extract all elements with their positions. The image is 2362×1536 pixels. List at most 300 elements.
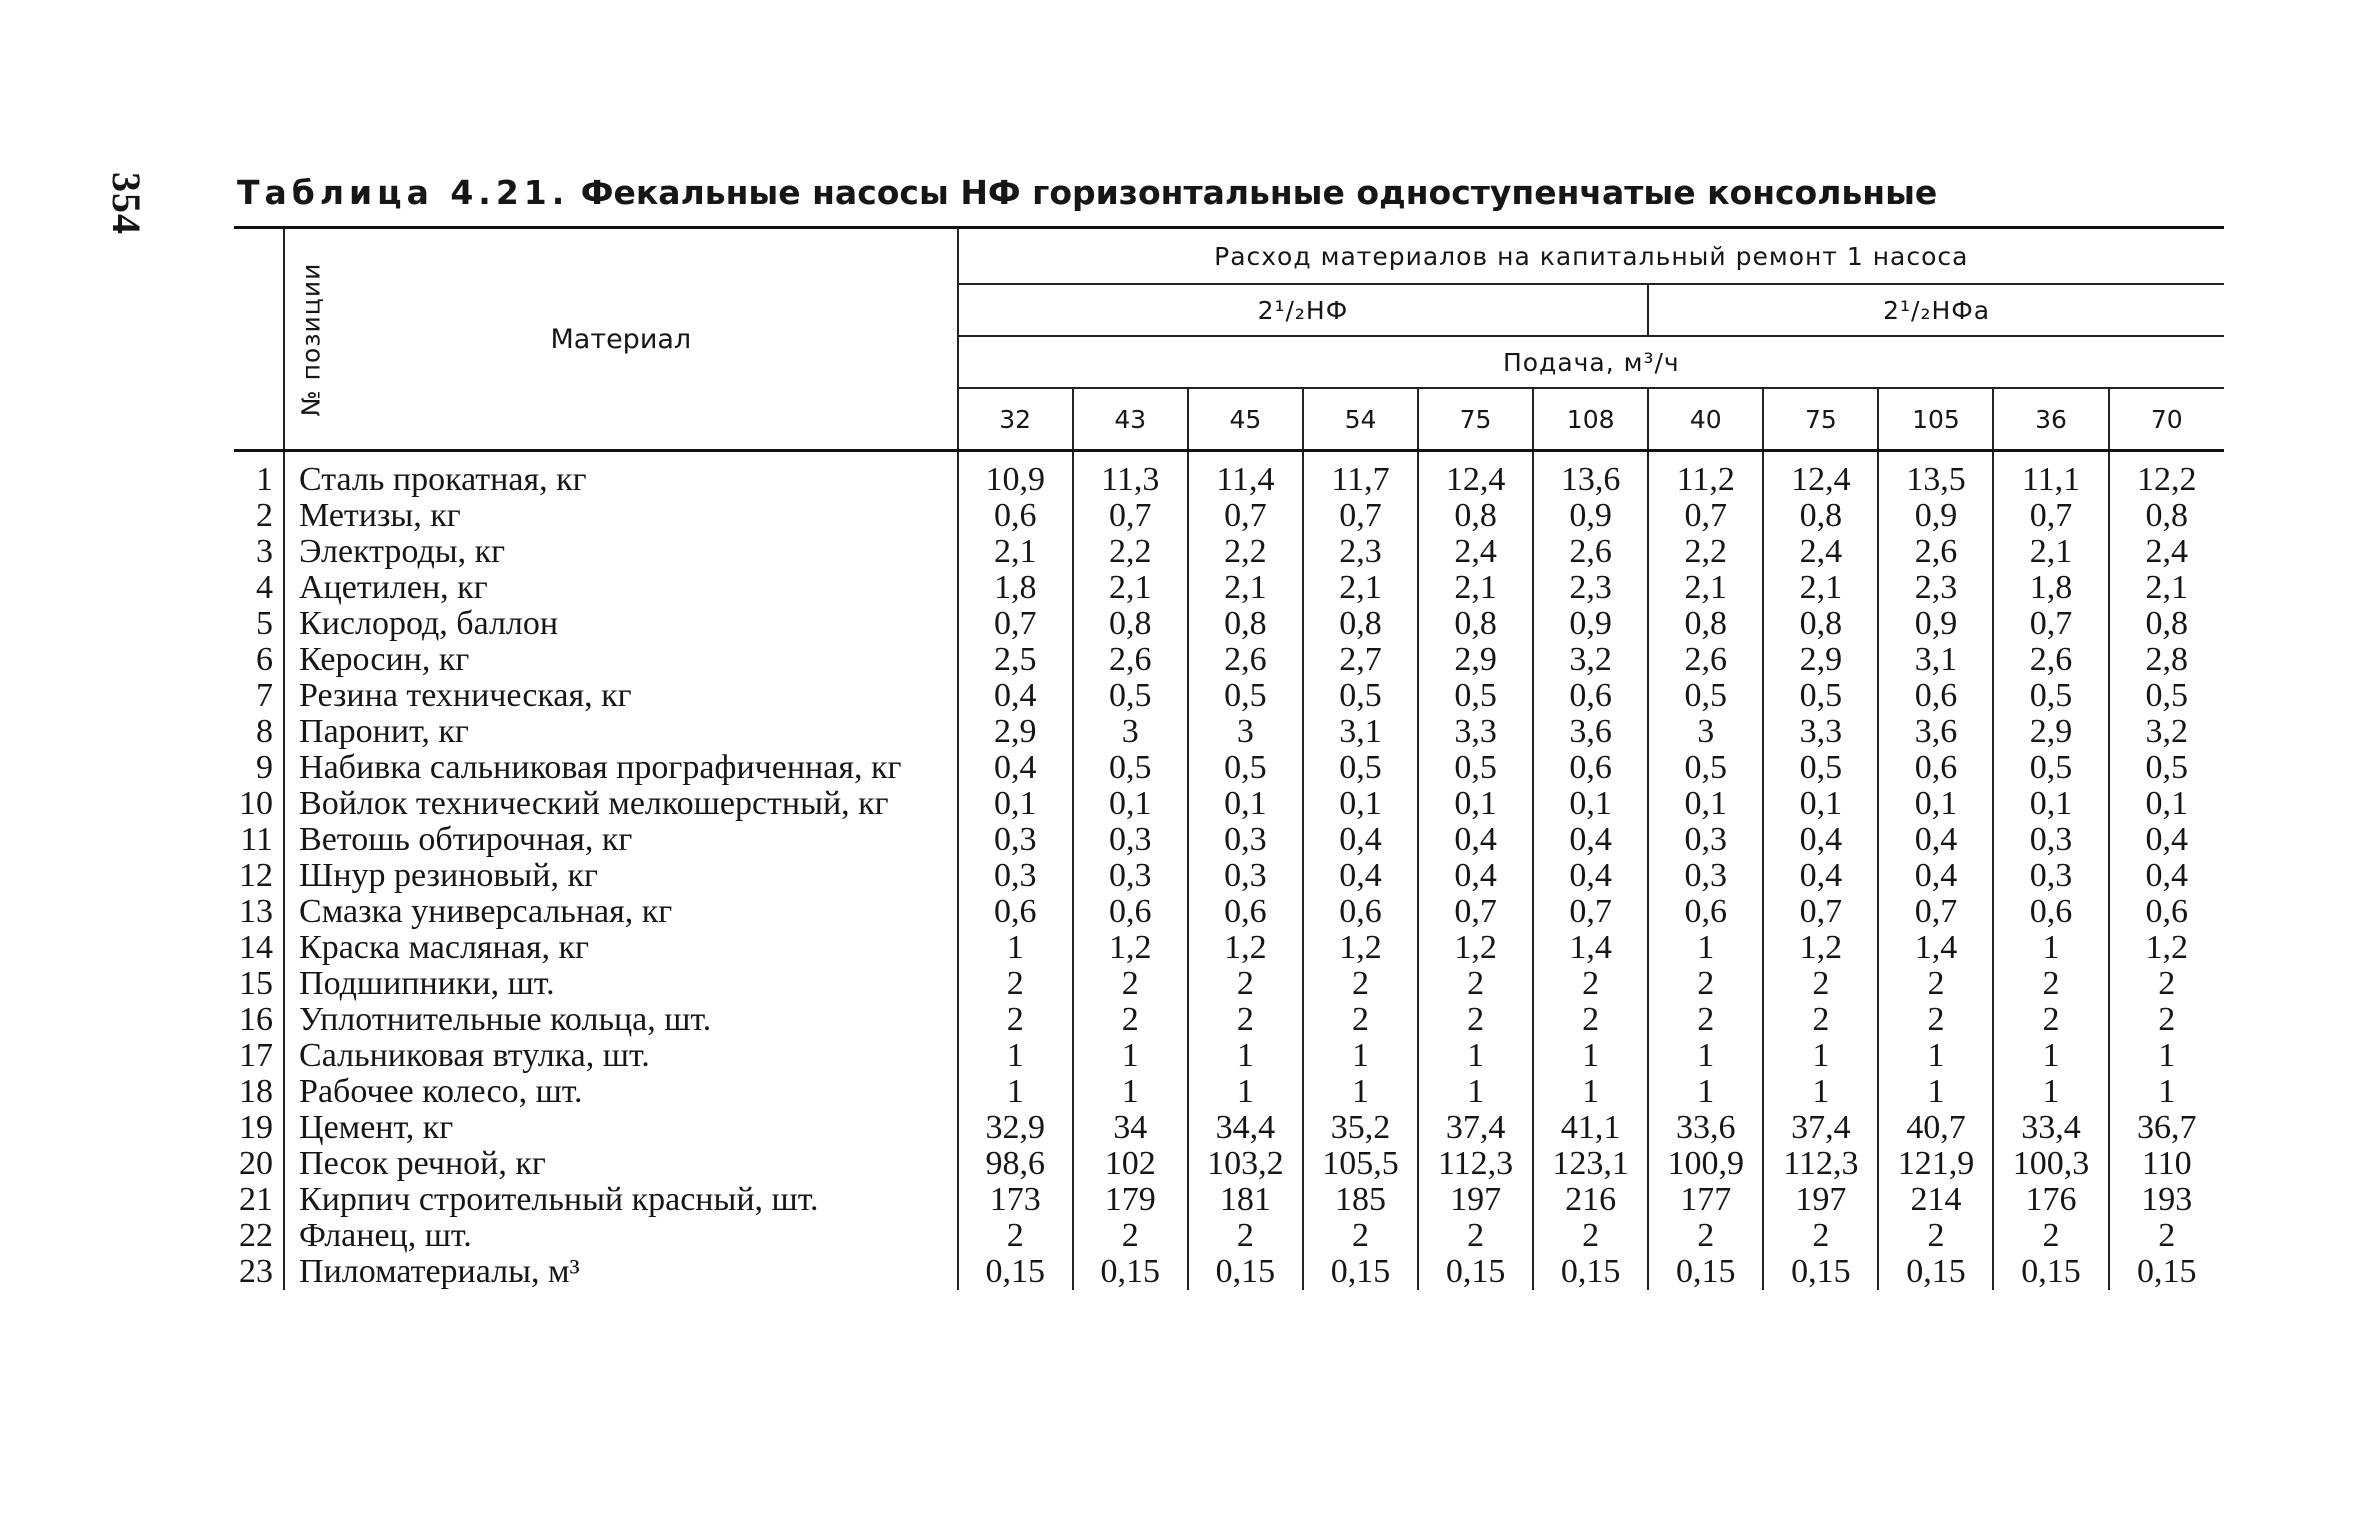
row-value-cell: 2,2 <box>1648 534 1763 570</box>
model-header-b: 2¹/₂НФа <box>1648 284 2224 336</box>
page-number: 354 <box>104 172 149 235</box>
flow-value-header: 70 <box>2109 388 2224 451</box>
row-material-name: Кислород, баллон <box>284 606 958 642</box>
row-value-cell: 2 <box>1878 1218 1993 1254</box>
row-value-cell: 11,7 <box>1303 451 1418 499</box>
row-value-cell: 2 <box>1648 966 1763 1002</box>
row-position-number: 8 <box>234 714 284 750</box>
row-value-cell: 2 <box>1073 1218 1188 1254</box>
table-row <box>234 750 2224 786</box>
row-value-cell: 102 <box>1073 1146 1188 1182</box>
row-value-cell: 173 <box>989 1181 1041 1218</box>
row-material-name: Набивка сальниковая прографиченная, кг <box>284 750 958 786</box>
row-material-name: Краска масляная, кг <box>284 930 958 966</box>
row-value-cell: 11,3 <box>1073 451 1188 499</box>
row-value-cell: 2,3 <box>1303 534 1418 570</box>
row-value-cell: 2 <box>1303 966 1418 1002</box>
row-value-cell: 0,4 <box>1418 822 1533 858</box>
row-value-cell: 0,4 <box>1303 822 1418 858</box>
row-material-name: Песок речной, кг <box>284 1146 958 1182</box>
row-value-cell: 0,15 <box>1303 1254 1418 1290</box>
table-row <box>234 822 2224 858</box>
row-position-number: 14 <box>234 930 284 966</box>
row-material-name: Электроды, кг <box>284 534 958 570</box>
row-value-cell: 0,1 <box>1878 786 1993 822</box>
row-material-name: Цемент, кг <box>284 1110 958 1146</box>
row-value-cell: 2 <box>1648 1218 1763 1254</box>
row-position-number: 3 <box>234 534 284 570</box>
row-value-cell: 12,2 <box>2109 451 2224 499</box>
row-value-cell: 2,1 <box>2109 570 2224 606</box>
row-value-cell: 0,1 <box>993 785 1037 822</box>
row-value-cell: 11,2 <box>1648 451 1763 499</box>
row-value-cell: 1 <box>2109 1074 2224 1110</box>
row-position-number: 10 <box>234 786 284 822</box>
table-title-lead: Таблица 4.21. <box>237 173 570 212</box>
row-value-cell: 1 <box>1303 1038 1418 1074</box>
row-value-cell: 3,3 <box>1418 714 1533 750</box>
row-value-cell: 2,9 <box>1418 642 1533 678</box>
flow-value-header: 45 <box>1188 388 1303 451</box>
row-value-cell: 1 <box>1006 929 1024 966</box>
row-value-cell: 0,4 <box>1533 858 1648 894</box>
table-row <box>234 606 2224 642</box>
row-value-cell: 0,15 <box>1188 1254 1303 1290</box>
row-value-cell: 0,9 <box>1878 606 1993 642</box>
row-value-cell: 2 <box>1878 966 1993 1002</box>
row-value-cell: 185 <box>1303 1182 1418 1218</box>
row-value-cell: 13,6 <box>1533 451 1648 499</box>
flow-value-header: 75 <box>1763 388 1878 451</box>
row-value-cell: 2,4 <box>1418 534 1533 570</box>
row-value-cell: 2,1 <box>1418 570 1533 606</box>
row-value-cell: 1 <box>1993 1038 2108 1074</box>
model-header-a: 2¹/₂НФ <box>958 284 1649 336</box>
row-material-name: Ацетилен, кг <box>284 570 958 606</box>
row-value-cell: 0,1 <box>1418 786 1533 822</box>
row-value-cell: 1 <box>1073 1074 1188 1110</box>
row-value-cell: 0,4 <box>1878 858 1993 894</box>
row-value-cell: 2,2 <box>1188 534 1303 570</box>
row-material-name: Шнур резиновый, кг <box>284 858 958 894</box>
row-value-cell: 181 <box>1188 1182 1303 1218</box>
row-value-cell: 0,6 <box>1993 894 2108 930</box>
flow-value-header: 43 <box>1073 388 1188 451</box>
row-value-cell: 1 <box>1763 1074 1878 1110</box>
row-value-cell: 0,6 <box>993 893 1037 930</box>
row-value-cell: 1,8 <box>1993 570 2108 606</box>
row-material-name: Сальниковая втулка, шт. <box>284 1038 958 1074</box>
row-value-cell: 2 <box>1303 1002 1418 1038</box>
row-value-cell: 0,9 <box>1878 498 1993 534</box>
row-value-cell: 0,4 <box>1533 822 1648 858</box>
table-header <box>234 228 2224 451</box>
table-row <box>234 714 2224 750</box>
row-position-number: 23 <box>234 1254 284 1290</box>
row-position-number: 7 <box>234 678 284 714</box>
row-value-cell: 2,9 <box>993 713 1037 750</box>
table-row <box>234 1218 2224 1254</box>
row-value-cell: 2,6 <box>1188 642 1303 678</box>
row-value-cell: 2 <box>1993 1002 2108 1038</box>
row-value-cell: 100,9 <box>1648 1146 1763 1182</box>
consumption-group-header: Расход материалов на капитальный ремонт 1 насоса <box>958 228 2224 285</box>
row-position-number: 4 <box>234 570 284 606</box>
row-value-cell: 3,1 <box>1303 714 1418 750</box>
row-value-cell: 0,8 <box>2109 606 2224 642</box>
row-value-cell: 1 <box>1303 1074 1418 1110</box>
flow-value-header: 36 <box>1993 388 2108 451</box>
row-value-cell: 1 <box>1648 930 1763 966</box>
row-position-number: 22 <box>234 1218 284 1254</box>
row-value-cell: 2 <box>1188 1002 1303 1038</box>
table-row <box>234 1074 2224 1110</box>
row-value-cell: 2 <box>1993 966 2108 1002</box>
row-value-cell: 0,6 <box>1073 894 1188 930</box>
row-value-cell: 32,9 <box>985 1109 1045 1146</box>
row-value-cell: 0,3 <box>1073 822 1188 858</box>
row-value-cell: 1 <box>1188 1038 1303 1074</box>
row-value-cell: 0,15 <box>1648 1254 1763 1290</box>
row-value-cell: 36,7 <box>2109 1110 2224 1146</box>
row-value-cell: 2,9 <box>1993 714 2108 750</box>
row-value-cell: 12,4 <box>1418 451 1533 499</box>
row-value-cell: 1,2 <box>1763 930 1878 966</box>
row-value-cell: 1 <box>1533 1074 1648 1110</box>
table-row <box>234 1002 2224 1038</box>
row-value-cell: 0,8 <box>1418 606 1533 642</box>
row-value-cell: 105,5 <box>1303 1146 1418 1182</box>
row-value-cell: 123,1 <box>1533 1146 1648 1182</box>
row-value-cell: 2 <box>2109 966 2224 1002</box>
row-value-cell: 0,5 <box>1993 750 2108 786</box>
row-value-cell: 1 <box>1993 930 2108 966</box>
row-value-cell: 2,1 <box>1763 570 1878 606</box>
flow-value-header: 32 <box>999 404 1032 434</box>
row-value-cell: 1,4 <box>1878 930 1993 966</box>
row-value-cell: 2 <box>1188 966 1303 1002</box>
row-value-cell: 0,5 <box>1648 678 1763 714</box>
row-position-number: 6 <box>234 642 284 678</box>
row-value-cell: 1 <box>1188 1074 1303 1110</box>
row-value-cell: 2,2 <box>1073 534 1188 570</box>
row-value-cell: 1 <box>1073 1038 1188 1074</box>
row-value-cell: 0,7 <box>993 605 1037 642</box>
row-value-cell: 0,3 <box>1648 822 1763 858</box>
row-value-cell: 0,8 <box>1648 606 1763 642</box>
row-value-cell: 0,15 <box>1993 1254 2108 1290</box>
table-row <box>234 858 2224 894</box>
row-value-cell: 3,1 <box>1878 642 1993 678</box>
row-value-cell: 2,4 <box>1763 534 1878 570</box>
row-value-cell: 0,3 <box>993 821 1037 858</box>
row-value-cell: 2 <box>1073 1002 1188 1038</box>
row-value-cell: 0,4 <box>1763 822 1878 858</box>
row-position-number: 5 <box>234 606 284 642</box>
row-value-cell: 0,6 <box>1188 894 1303 930</box>
row-value-cell: 34 <box>1073 1110 1188 1146</box>
row-value-cell: 3,2 <box>2109 714 2224 750</box>
row-value-cell: 0,8 <box>1763 606 1878 642</box>
flow-value-header: 105 <box>1878 388 1993 451</box>
row-value-cell: 0,7 <box>1993 498 2108 534</box>
flow-value-header: 75 <box>1418 388 1533 451</box>
table-row <box>234 678 2224 714</box>
table-row <box>234 1182 2224 1218</box>
row-material-name: Кирпич строительный красный, шт. <box>284 1182 958 1218</box>
table-row <box>234 570 2224 606</box>
row-position-number: 15 <box>234 966 284 1002</box>
row-value-cell: 179 <box>1073 1182 1188 1218</box>
row-value-cell: 0,8 <box>1418 498 1533 534</box>
row-value-cell: 103,2 <box>1188 1146 1303 1182</box>
row-value-cell: 197 <box>1418 1182 1533 1218</box>
row-value-cell: 1,2 <box>1303 930 1418 966</box>
row-value-cell: 2 <box>1533 1002 1648 1038</box>
flow-header: Подача, м³/ч <box>958 336 2224 388</box>
table-row <box>234 1254 2224 1290</box>
row-value-cell: 0,7 <box>1188 498 1303 534</box>
row-value-cell: 2,1 <box>1188 570 1303 606</box>
row-value-cell: 1 <box>1993 1074 2108 1110</box>
row-value-cell: 197 <box>1763 1182 1878 1218</box>
row-value-cell: 0,6 <box>1878 678 1993 714</box>
row-value-cell: 2 <box>1303 1218 1418 1254</box>
row-value-cell: 0,5 <box>1418 678 1533 714</box>
row-value-cell: 0,15 <box>2109 1254 2224 1290</box>
row-value-cell: 0,15 <box>1763 1254 1878 1290</box>
row-value-cell: 2 <box>1878 1002 1993 1038</box>
row-value-cell: 0,6 <box>1533 678 1648 714</box>
row-value-cell: 0,1 <box>1993 786 2108 822</box>
row-value-cell: 0,1 <box>1188 786 1303 822</box>
row-value-cell: 13,5 <box>1878 451 1993 499</box>
row-value-cell: 33,4 <box>1993 1110 2108 1146</box>
row-value-cell: 0,1 <box>1648 786 1763 822</box>
row-value-cell: 0,7 <box>1648 498 1763 534</box>
row-value-cell: 0,8 <box>2109 498 2224 534</box>
row-value-cell: 1 <box>1763 1038 1878 1074</box>
row-value-cell: 0,5 <box>2109 678 2224 714</box>
row-value-cell: 2 <box>1073 966 1188 1002</box>
row-value-cell: 0,8 <box>1303 606 1418 642</box>
row-value-cell: 1 <box>1006 1073 1024 1110</box>
row-value-cell: 112,3 <box>1418 1146 1533 1182</box>
row-value-cell: 37,4 <box>1763 1110 1878 1146</box>
table-row <box>234 966 2224 1002</box>
row-value-cell: 0,6 <box>2109 894 2224 930</box>
row-value-cell: 2 <box>2109 1002 2224 1038</box>
row-material-name: Уплотнительные кольца, шт. <box>284 1002 958 1038</box>
row-material-name: Керосин, кг <box>284 642 958 678</box>
row-value-cell: 2,3 <box>1533 570 1648 606</box>
row-value-cell: 1 <box>1648 1074 1763 1110</box>
row-position-number: 21 <box>234 1182 284 1218</box>
row-value-cell: 2 <box>1993 1218 2108 1254</box>
row-value-cell: 3 <box>1188 714 1303 750</box>
row-value-cell: 0,4 <box>993 677 1037 714</box>
row-value-cell: 0,5 <box>1418 750 1533 786</box>
row-value-cell: 0,3 <box>993 857 1037 894</box>
row-value-cell: 2 <box>1648 1002 1763 1038</box>
row-value-cell: 0,5 <box>1763 678 1878 714</box>
row-value-cell: 35,2 <box>1303 1110 1418 1146</box>
row-value-cell: 110 <box>2109 1146 2224 1182</box>
row-value-cell: 0,1 <box>1073 786 1188 822</box>
row-value-cell: 0,3 <box>1993 822 2108 858</box>
table-row <box>234 1110 2224 1146</box>
row-value-cell: 2 <box>1418 1002 1533 1038</box>
row-value-cell: 216 <box>1533 1182 1648 1218</box>
row-value-cell: 1 <box>1648 1038 1763 1074</box>
row-value-cell: 0,1 <box>1303 786 1418 822</box>
row-value-cell: 0,3 <box>1073 858 1188 894</box>
row-value-cell: 2,6 <box>1648 642 1763 678</box>
row-value-cell: 2,1 <box>1993 534 2108 570</box>
row-position-number: 1 <box>234 451 284 499</box>
row-value-cell: 34,4 <box>1188 1110 1303 1146</box>
row-value-cell: 1 <box>2109 1038 2224 1074</box>
row-value-cell: 0,4 <box>1763 858 1878 894</box>
row-value-cell: 0,7 <box>1533 894 1648 930</box>
row-value-cell: 3 <box>1073 714 1188 750</box>
row-value-cell: 0,15 <box>985 1253 1045 1290</box>
table-row <box>234 451 2224 499</box>
row-value-cell: 98,6 <box>985 1145 1045 1182</box>
row-value-cell: 0,6 <box>1533 750 1648 786</box>
row-value-cell: 0,5 <box>1188 678 1303 714</box>
row-value-cell: 177 <box>1648 1182 1763 1218</box>
row-value-cell: 0,8 <box>1188 606 1303 642</box>
row-value-cell: 0,15 <box>1878 1254 1993 1290</box>
row-value-cell: 33,6 <box>1648 1110 1763 1146</box>
row-value-cell: 2 <box>1006 1217 1024 1254</box>
row-position-number: 11 <box>234 822 284 858</box>
row-value-cell: 12,4 <box>1763 451 1878 499</box>
material-header: Материал <box>284 228 958 451</box>
row-value-cell: 2 <box>1763 966 1878 1002</box>
row-value-cell: 0,6 <box>993 497 1037 534</box>
row-value-cell: 1,2 <box>1418 930 1533 966</box>
row-material-name: Фланец, шт. <box>284 1218 958 1254</box>
row-value-cell: 1 <box>1418 1038 1533 1074</box>
row-value-cell: 0,7 <box>1073 498 1188 534</box>
row-value-cell: 2,1 <box>1303 570 1418 606</box>
row-value-cell: 0,7 <box>1763 894 1878 930</box>
row-value-cell: 3,6 <box>1533 714 1648 750</box>
row-value-cell: 0,1 <box>1533 786 1648 822</box>
row-value-cell: 1 <box>1533 1038 1648 1074</box>
row-position-number: 18 <box>234 1074 284 1110</box>
row-value-cell: 1,8 <box>993 569 1037 606</box>
row-material-name: Войлок технический мелкошерстный, кг <box>284 786 958 822</box>
row-value-cell: 0,4 <box>2109 858 2224 894</box>
row-value-cell: 0,4 <box>993 749 1037 786</box>
row-value-cell: 0,9 <box>1533 498 1648 534</box>
row-material-name: Пиломатериалы, м³ <box>284 1254 958 1290</box>
row-material-name: Смазка универсальная, кг <box>284 894 958 930</box>
row-value-cell: 1,2 <box>1188 930 1303 966</box>
row-value-cell: 0,5 <box>1073 750 1188 786</box>
row-value-cell: 2,1 <box>1073 570 1188 606</box>
row-value-cell: 2 <box>1188 1218 1303 1254</box>
row-value-cell: 2 <box>2109 1218 2224 1254</box>
row-value-cell: 0,4 <box>1303 858 1418 894</box>
row-value-cell: 41,1 <box>1533 1110 1648 1146</box>
flow-value-header: 40 <box>1648 388 1763 451</box>
row-value-cell: 0,6 <box>1303 894 1418 930</box>
row-value-cell: 0,6 <box>1648 894 1763 930</box>
table-row <box>234 642 2224 678</box>
row-material-name: Метизы, кг <box>284 498 958 534</box>
row-value-cell: 11,4 <box>1188 451 1303 499</box>
row-value-cell: 176 <box>1993 1182 2108 1218</box>
row-value-cell: 112,3 <box>1763 1146 1878 1182</box>
row-value-cell: 1,2 <box>1073 930 1188 966</box>
row-value-cell: 0,4 <box>1418 858 1533 894</box>
row-value-cell: 11,1 <box>1993 451 2108 499</box>
row-material-name: Рабочее колесо, шт. <box>284 1074 958 1110</box>
position-header <box>234 228 326 451</box>
row-value-cell: 1,2 <box>2109 930 2224 966</box>
row-value-cell: 0,8 <box>1763 498 1878 534</box>
row-value-cell: 0,5 <box>1303 678 1418 714</box>
table-body <box>234 451 2224 1291</box>
row-value-cell: 0,5 <box>1763 750 1878 786</box>
row-value-cell: 2,6 <box>1073 642 1188 678</box>
row-value-cell: 2,7 <box>1303 642 1418 678</box>
position-header-label: № позиции <box>296 262 326 416</box>
row-position-number: 17 <box>234 1038 284 1074</box>
flow-value-header: 54 <box>1303 388 1418 451</box>
table-title-text: Фекальные насосы НФ горизонтальные одноступенчатые консольные <box>580 173 1938 212</box>
row-value-cell: 37,4 <box>1418 1110 1533 1146</box>
row-material-name: Ветошь обтирочная, кг <box>284 822 958 858</box>
row-value-cell: 2,3 <box>1878 570 1993 606</box>
row-value-cell: 3 <box>1648 714 1763 750</box>
row-value-cell: 0,5 <box>1073 678 1188 714</box>
row-value-cell: 2 <box>1533 1218 1648 1254</box>
row-value-cell: 1 <box>1418 1074 1533 1110</box>
row-value-cell: 0,3 <box>1993 858 2108 894</box>
row-value-cell: 0,9 <box>1533 606 1648 642</box>
row-value-cell: 2,6 <box>1878 534 1993 570</box>
row-value-cell: 2,4 <box>2109 534 2224 570</box>
row-value-cell: 0,3 <box>1648 858 1763 894</box>
flow-value-header: 108 <box>1533 388 1648 451</box>
row-value-cell: 3,2 <box>1533 642 1648 678</box>
row-position-number: 12 <box>234 858 284 894</box>
row-value-cell: 2,1 <box>1648 570 1763 606</box>
table-row <box>234 786 2224 822</box>
row-value-cell: 2,6 <box>1533 534 1648 570</box>
row-value-cell: 100,3 <box>1993 1146 2108 1182</box>
row-value-cell: 214 <box>1878 1182 1993 1218</box>
row-value-cell: 121,9 <box>1878 1146 1993 1182</box>
row-material-name: Сталь прокатная, кг <box>284 451 958 499</box>
row-value-cell: 0,15 <box>1533 1254 1648 1290</box>
row-value-cell: 0,5 <box>1188 750 1303 786</box>
row-value-cell: 1 <box>1878 1074 1993 1110</box>
row-value-cell: 0,1 <box>2109 786 2224 822</box>
row-value-cell: 0,5 <box>1648 750 1763 786</box>
table-row <box>234 930 2224 966</box>
row-value-cell: 2 <box>1763 1218 1878 1254</box>
table-row <box>234 534 2224 570</box>
row-position-number: 9 <box>234 750 284 786</box>
row-value-cell: 2 <box>1418 1218 1533 1254</box>
row-value-cell: 2,1 <box>993 533 1037 570</box>
